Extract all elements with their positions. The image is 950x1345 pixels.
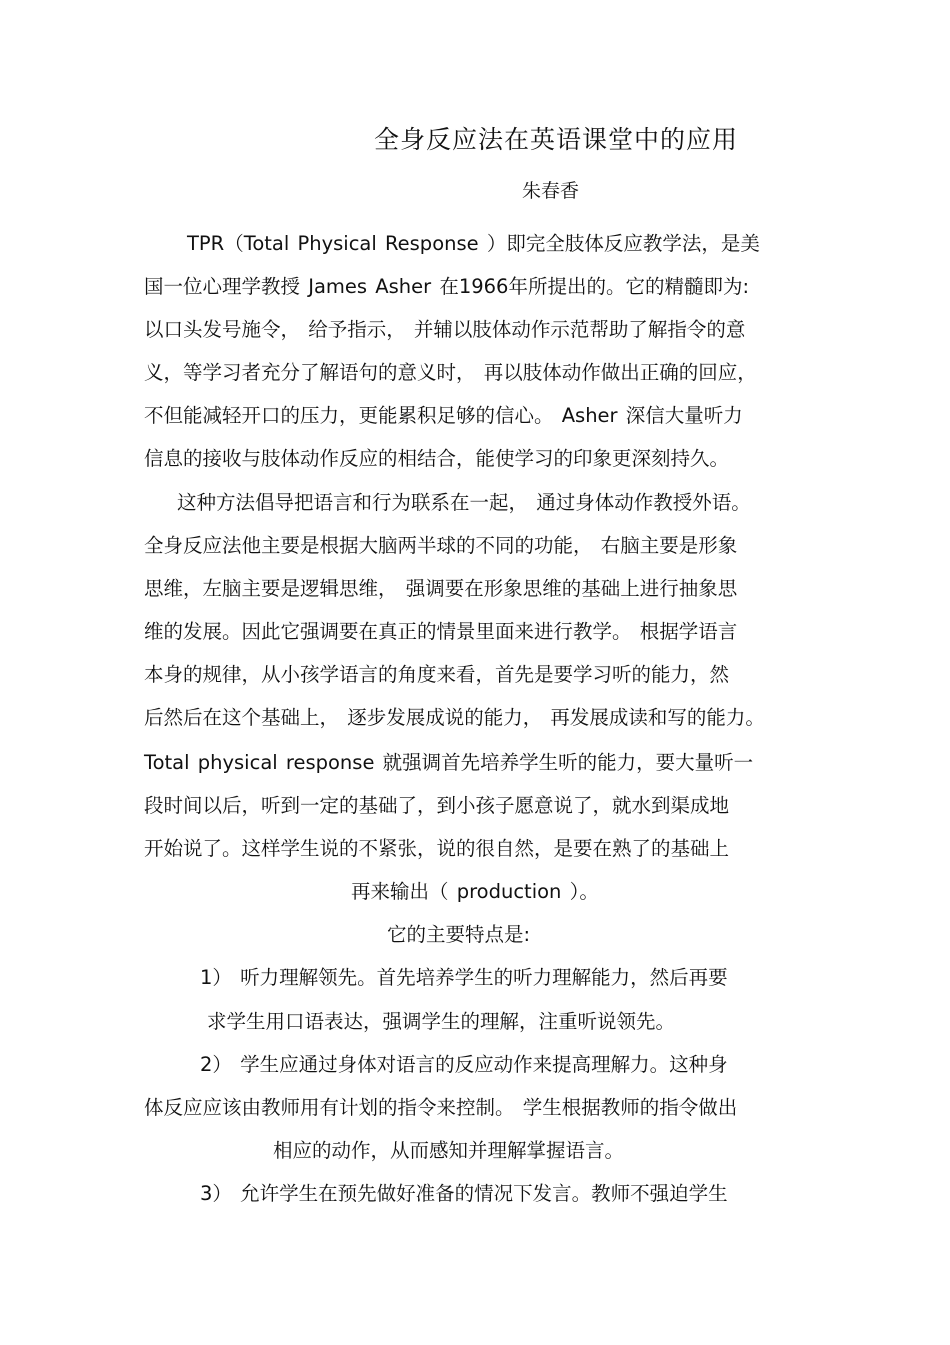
list-item-line: 1） 听力理解领先。首先培养学生的听力理解能力，然后再要 — [200, 966, 728, 989]
body-line: 国一位心理学教授 James Asher 在1966年所提出的。它的精髓即为: — [144, 275, 750, 298]
body-line: 维的发展。因此它强调要在真正的情景里面来进行教学。 根据学语言 — [144, 620, 738, 643]
body-line: 它的主要特点是: — [387, 923, 531, 946]
body-line: 本身的规律，从小孩学语言的角度来看，首先是要学习听的能力，然 — [144, 663, 730, 686]
body-line: 思维，左脑主要是逻辑思维， 强调要在形象思维的基础上进行抽象思 — [144, 577, 738, 600]
body-line: 以口头发号施令， 给予指示， 并辅以肢体动作示范帮助了解指令的意 — [144, 318, 746, 341]
body-line: 再来输出（ production ）。 — [351, 880, 599, 903]
list-item-line: 2） 学生应通过身体对语言的反应动作来提高理解力。这种身 — [200, 1053, 728, 1076]
list-item-line: 求学生用口语表达，强调学生的理解，注重听说领先。 — [207, 1010, 676, 1033]
body-line: TPR（Total Physical Response ）即完全肢体反应教学法，是美 — [187, 232, 760, 255]
list-item-line: 体反应应该由教师用有计划的指令来控制。 学生根据教师的指令做出 — [144, 1096, 738, 1119]
body-line: 义，等学习者充分了解语句的意义时， 再以肢体动作做出正确的回应， — [144, 361, 757, 384]
body-line: 全身反应法他主要是根据大脑两半球的不同的功能， 右脑主要是形象 — [144, 534, 738, 557]
list-item-line: 3） 允许学生在预先做好准备的情况下发言。教师不强迫学生 — [200, 1182, 728, 1205]
document-author: 朱春香 — [522, 180, 580, 202]
document-title: 全身反应法在英语课堂中的应用 — [374, 125, 739, 154]
body-line: 开始说了。这样学生说的不紧张，说的很自然，是要在熟了的基础上 — [144, 837, 730, 860]
body-line: Total physical response 就强调首先培养学生听的能力，要大量听一 — [144, 751, 754, 774]
body-line: 信息的接收与肢体动作反应的相结合，能使学习的印象更深刻持久。 — [144, 447, 730, 470]
body-line: 这种方法倡导把语言和行为联系在一起， 通过身体动作教授外语。 — [177, 491, 751, 514]
list-item-line: 相应的动作，从而感知并理解掌握语言。 — [273, 1139, 625, 1162]
body-line: 不但能减轻开口的压力，更能累积足够的信心。 Asher 深信大量听力 — [144, 404, 743, 427]
body-line: 段时间以后，听到一定的基础了，到小孩子愿意说了，就水到渠成地 — [144, 794, 730, 817]
body-line: 后然后在这个基础上， 逐步发展成说的能力， 再发展成读和写的能力。 — [144, 706, 765, 729]
